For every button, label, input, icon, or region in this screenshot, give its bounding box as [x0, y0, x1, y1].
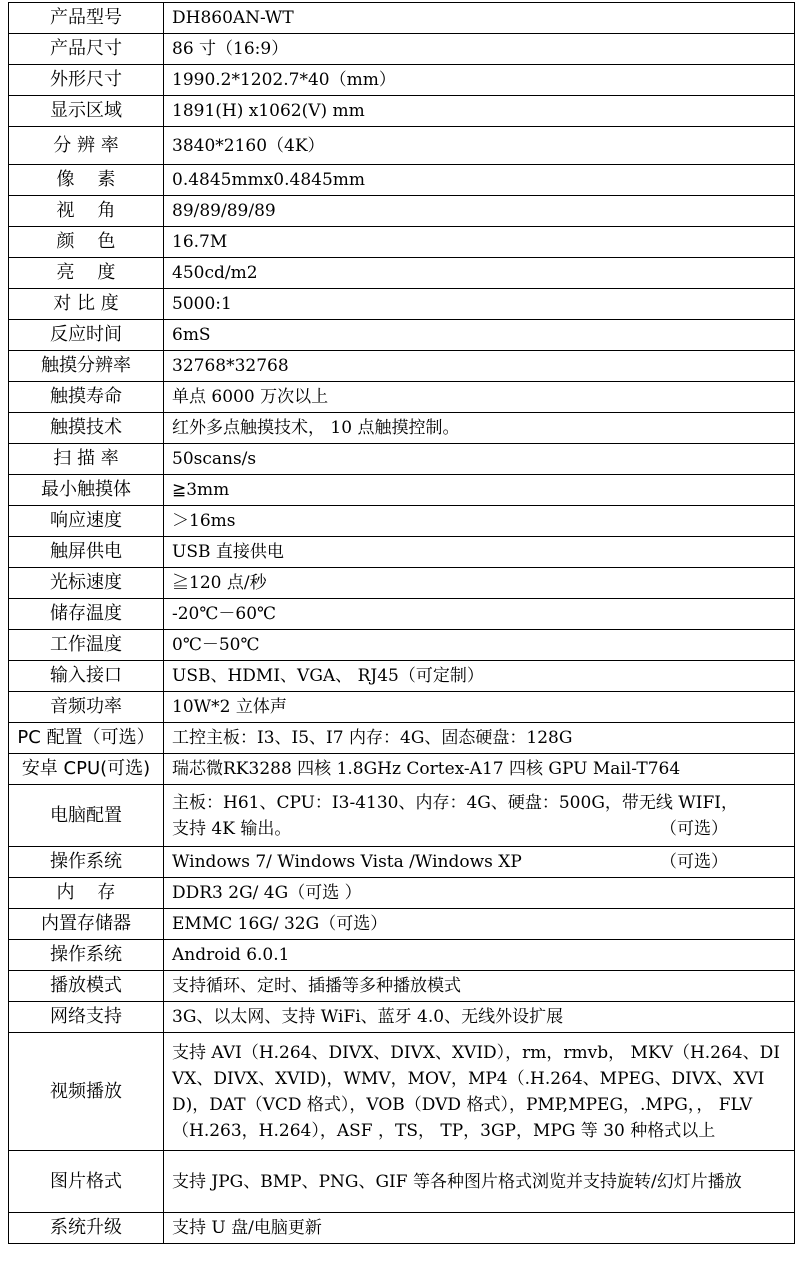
spec-row	[9, 692, 795, 723]
spec-label: 对 比 度	[9, 289, 164, 320]
spec-label: 反应时间	[9, 320, 164, 351]
spec-row	[9, 1151, 795, 1213]
spec-row	[9, 599, 795, 630]
spec-row	[9, 351, 795, 382]
spec-row	[9, 847, 795, 878]
spec-value-cell: 89/89/89/89	[164, 196, 795, 227]
spec-label: 响应速度	[9, 506, 164, 537]
spec-row	[9, 971, 795, 1002]
spec-value-cell: 支持 JPG、BMP、PNG、GIF 等各种图片格式浏览并支持旋转/幻灯片播放	[164, 1151, 795, 1213]
spec-label: 视 角	[9, 196, 164, 227]
spec-label: 分 辨 率	[9, 127, 164, 165]
spec-label: 触摸分辨率	[9, 351, 164, 382]
spec-value: 主板：H61、CPU：I3-4130、内存：4G、硬盘：500G，带无线 WIFI，	[172, 792, 738, 813]
spec-value-line2: 支持 4K 输出。	[172, 818, 292, 839]
spec-value-cell: USB、HDMI、VGA、 RJ45（可定制）	[164, 661, 795, 692]
spec-label: 电脑配置	[9, 785, 164, 847]
spec-row	[9, 3, 795, 34]
spec-row	[9, 909, 795, 940]
spec-value-cell: 6mS	[164, 320, 795, 351]
spec-value: Windows 7/ Windows Vista /Windows XP	[172, 852, 522, 872]
spec-label: 网络支持	[9, 1002, 164, 1033]
spec-label: 外形尺寸	[9, 65, 164, 96]
spec-row	[9, 785, 795, 847]
spec-value-cell: DDR3 2G/ 4G（可选 ）	[164, 878, 795, 909]
spec-value-cell: -20℃－60℃	[164, 599, 795, 630]
spec-label: 图片格式	[9, 1151, 164, 1213]
spec-value-cell: 450cd/m2	[164, 258, 795, 289]
spec-value-cell: 10W*2 立体声	[164, 692, 795, 723]
spec-value-cell: 支持循环、定时、插播等多种播放模式	[164, 971, 795, 1002]
spec-row	[9, 1002, 795, 1033]
spec-row	[9, 661, 795, 692]
spec-label: 储存温度	[9, 599, 164, 630]
spec-label: 显示区域	[9, 96, 164, 127]
spec-value-cell: 0.4845mmx0.4845mm	[164, 165, 795, 196]
spec-value-cell: Android 6.0.1	[164, 940, 795, 971]
spec-value-cell: 32768*32768	[164, 351, 795, 382]
spec-label: 音频功率	[9, 692, 164, 723]
spec-row	[9, 382, 795, 413]
spec-row	[9, 878, 795, 909]
spec-table-body	[9, 3, 795, 1244]
spec-value-cell: EMMC 16G/ 32G（可选）	[164, 909, 795, 940]
spec-value-cell: 红外多点触摸技术， 10 点触摸控制。	[164, 413, 795, 444]
spec-value-cell: 5000:1	[164, 289, 795, 320]
spec-value-cell: ≧3mm	[164, 475, 795, 506]
spec-label: 触屏供电	[9, 537, 164, 568]
spec-row	[9, 65, 795, 96]
spec-row	[9, 723, 795, 754]
spec-value-cell: 单点 6000 万次以上	[164, 382, 795, 413]
spec-value-cell: 16.7M	[164, 227, 795, 258]
spec-row	[9, 940, 795, 971]
spec-label: 触摸寿命	[9, 382, 164, 413]
spec-value-cell: 3G、以太网、支持 WiFi、蓝牙 4.0、无线外设扩展	[164, 1002, 795, 1033]
spec-label: 安卓 CPU(可选)	[9, 754, 164, 785]
spec-row	[9, 475, 795, 506]
spec-label: 颜 色	[9, 227, 164, 258]
spec-value-cell	[164, 785, 795, 847]
spec-value-cell: DH860AN-WT	[164, 3, 795, 34]
spec-value-cell: 50scans/s	[164, 444, 795, 475]
spec-row	[9, 289, 795, 320]
spec-row	[9, 1033, 795, 1151]
spec-label: 播放模式	[9, 971, 164, 1002]
spec-label: 最小触摸体	[9, 475, 164, 506]
spec-label: 像 素	[9, 165, 164, 196]
spec-value-cell: 工控主板：I3、I5、I7 内存：4G、固态硬盘：128G	[164, 723, 795, 754]
spec-row	[9, 537, 795, 568]
spec-value-cell	[164, 847, 795, 878]
spec-row	[9, 320, 795, 351]
spec-row	[9, 754, 795, 785]
spec-label: 内置存储器	[9, 909, 164, 940]
spec-value-cell: 1990.2*1202.7*40（mm）	[164, 65, 795, 96]
spec-label: 输入接口	[9, 661, 164, 692]
spec-label: 触摸技术	[9, 413, 164, 444]
spec-row	[9, 568, 795, 599]
spec-value-cell: 支持 U 盘/电脑更新	[164, 1213, 795, 1244]
spec-label: 工作温度	[9, 630, 164, 661]
spec-label: 内 存	[9, 878, 164, 909]
spec-value-cell: 3840*2160（4K）	[164, 127, 795, 165]
spec-value-cell: ＞16ms	[164, 506, 795, 537]
spec-label: 光标速度	[9, 568, 164, 599]
spec-label: 视频播放	[9, 1033, 164, 1151]
spec-label: 操作系统	[9, 847, 164, 878]
spec-value-cell: 1891(H) x1062(V) mm	[164, 96, 795, 127]
spec-label: PC 配置（可选）	[9, 723, 164, 754]
spec-value-cell: 0℃－50℃	[164, 630, 795, 661]
spec-row	[9, 227, 795, 258]
spec-value-cell: ≧120 点/秒	[164, 568, 795, 599]
spec-row	[9, 196, 795, 227]
spec-row	[9, 506, 795, 537]
optional-note: （可选）	[660, 818, 728, 839]
spec-label: 亮 度	[9, 258, 164, 289]
spec-row	[9, 127, 795, 165]
spec-table	[8, 2, 795, 1244]
spec-row	[9, 444, 795, 475]
spec-row	[9, 165, 795, 196]
spec-row	[9, 34, 795, 65]
spec-label: 系统升级	[9, 1213, 164, 1244]
spec-value-cell: USB 直接供电	[164, 537, 795, 568]
spec-value-cell: 瑞芯微RK3288 四核 1.8GHz Cortex-A17 四核 GPU Mail-T764	[164, 754, 795, 785]
spec-row	[9, 630, 795, 661]
spec-row	[9, 1213, 795, 1244]
spec-row	[9, 96, 795, 127]
spec-label: 操作系统	[9, 940, 164, 971]
optional-note: （可选）	[660, 852, 728, 872]
spec-row	[9, 258, 795, 289]
spec-label: 产品尺寸	[9, 34, 164, 65]
spec-label: 扫 描 率	[9, 444, 164, 475]
spec-label: 产品型号	[9, 3, 164, 34]
spec-row	[9, 413, 795, 444]
spec-value-cell: 86 寸（16:9）	[164, 34, 795, 65]
spec-value-cell: 支持 AVI（H.264、DIVX、DIVX、XVID），rm，rmvb， MKV（H.264、DIVX、DIVX、XVID)，WMV，MOV，MP4（.H.264、MPEG、DIVX、XVID)，DAT（VCD 格式），VOB（DVD 格式），PMP,MPEG，.MPG，， FLV（H.263，H.264），ASF ，TS， TP，3GP，MPG 等 30 种格式以上	[164, 1033, 795, 1151]
